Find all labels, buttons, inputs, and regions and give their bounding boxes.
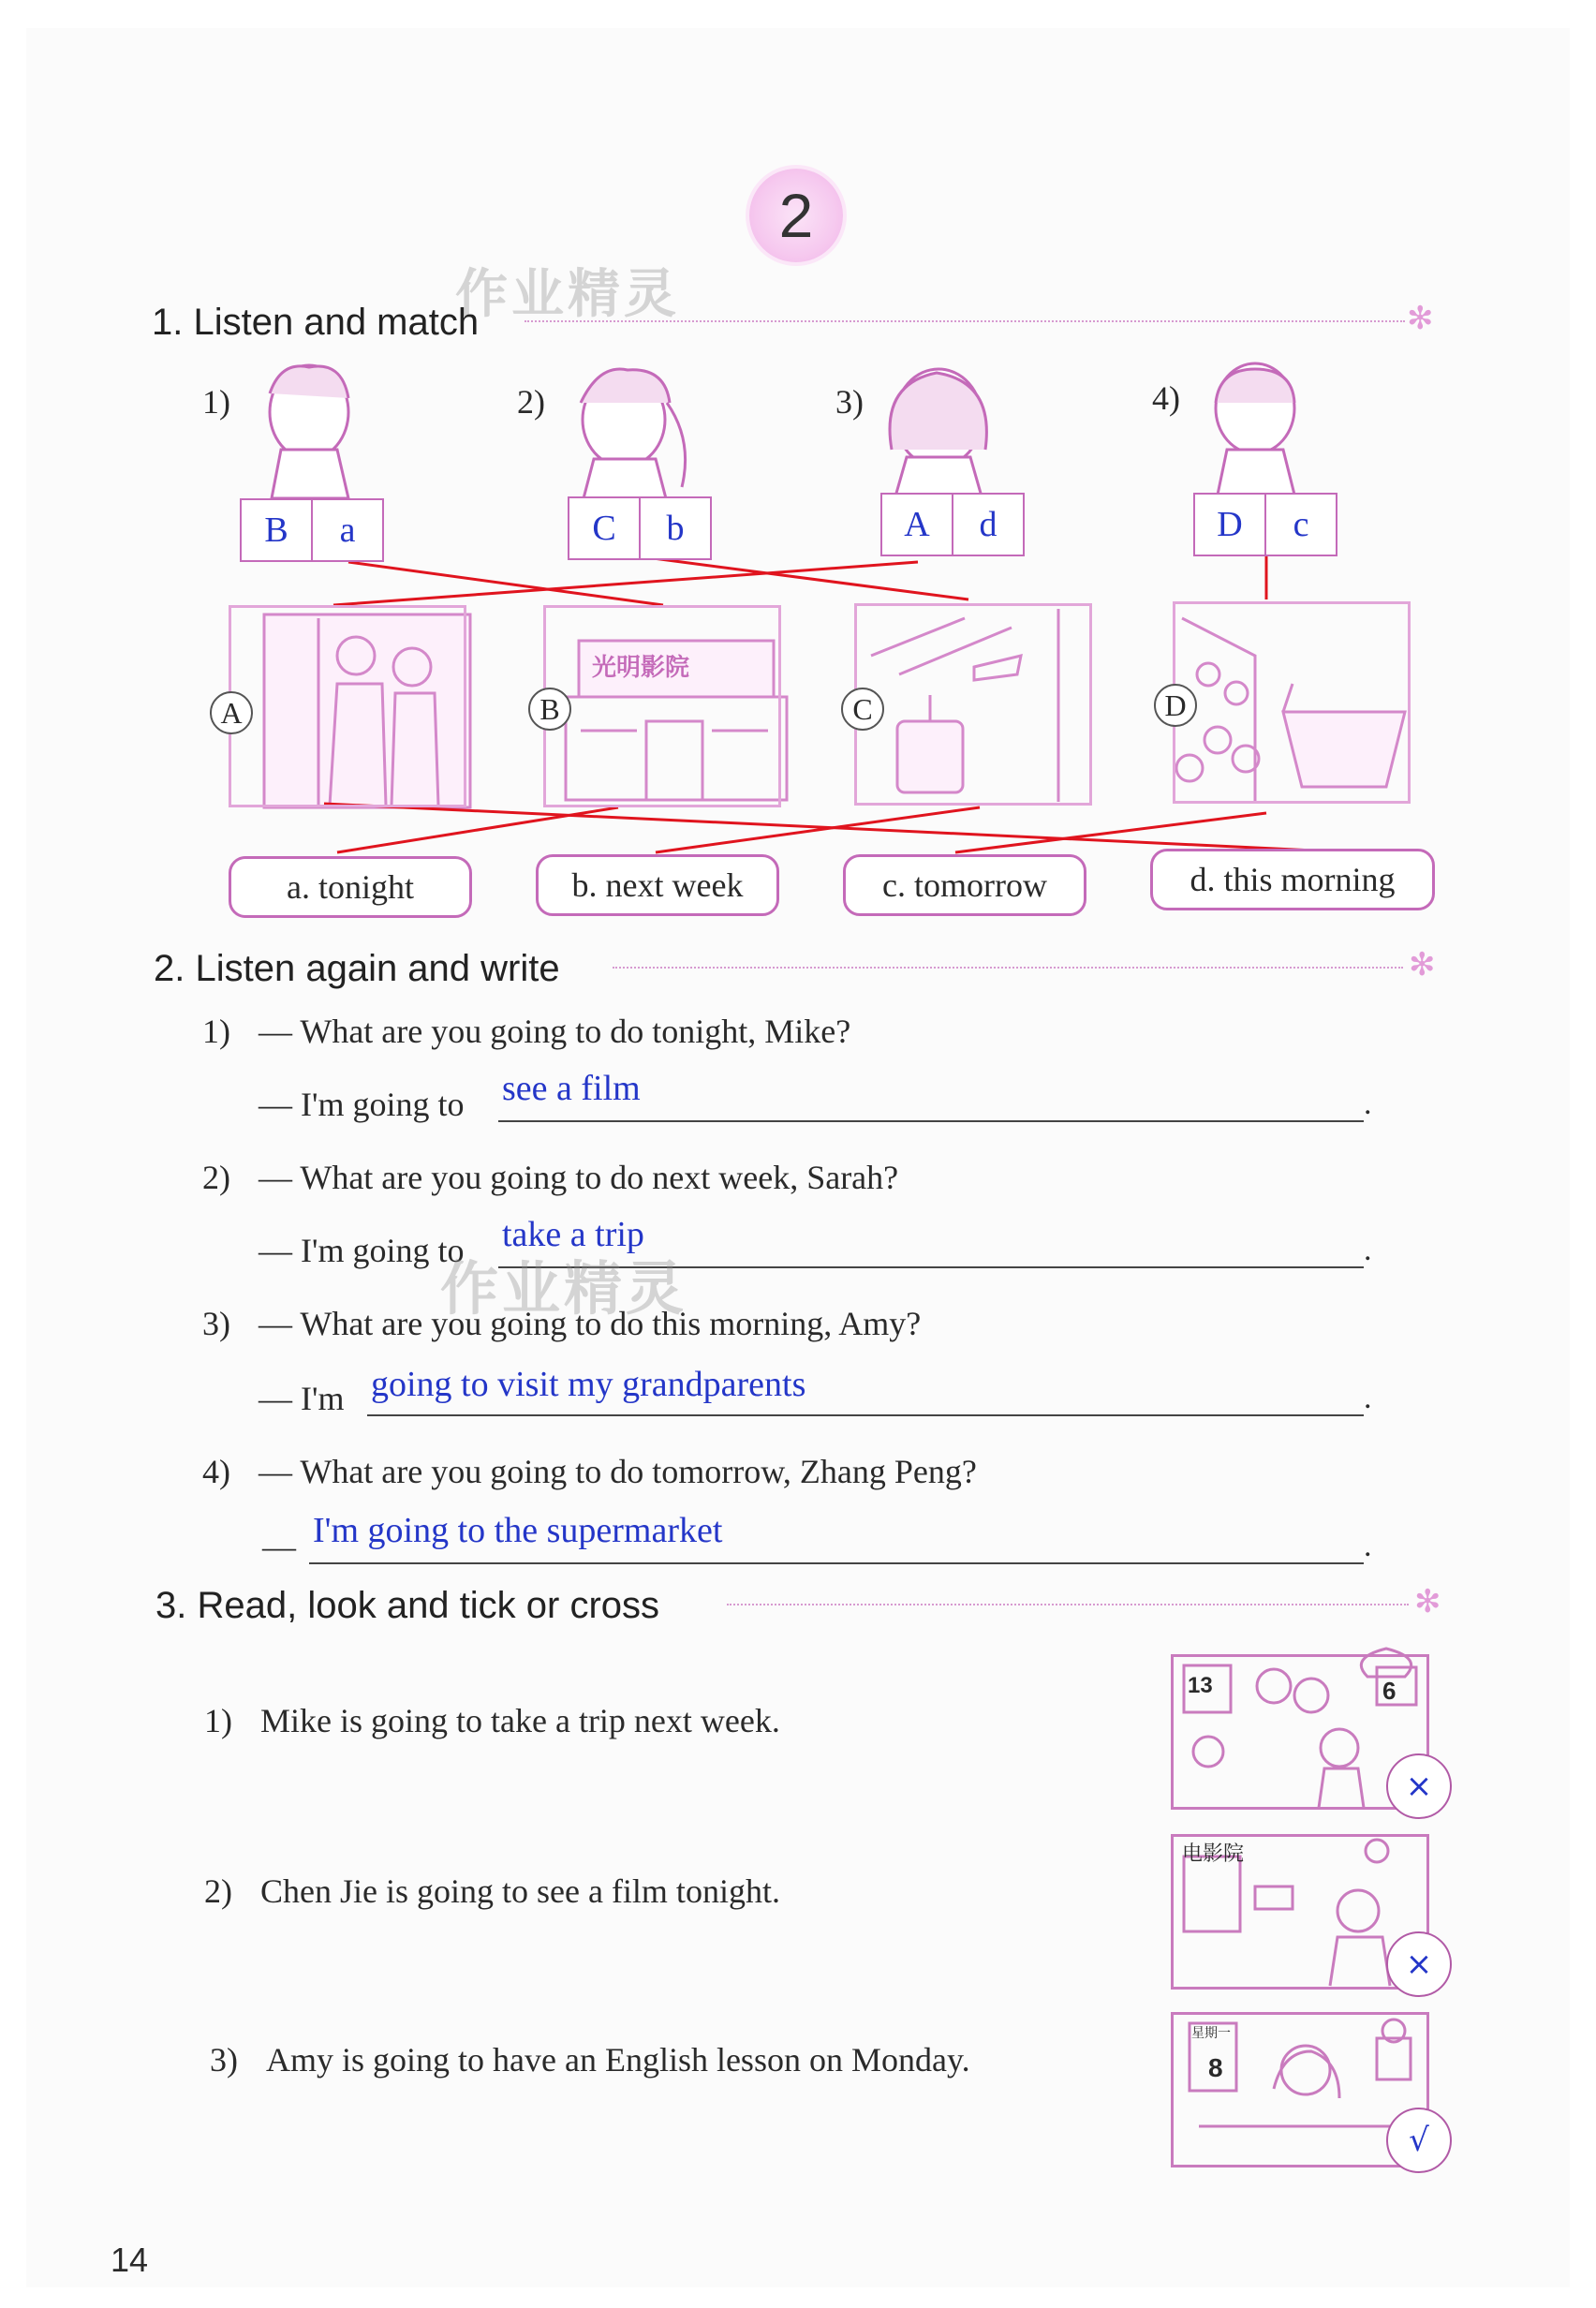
person-sarah-icon bbox=[581, 369, 686, 502]
answer-4-text[interactable]: I'm going to the supermarket bbox=[313, 1511, 723, 1550]
picture-label-b: B bbox=[528, 688, 571, 731]
person-number-4: 4) bbox=[1152, 379, 1180, 417]
person-4-time-box[interactable]: c bbox=[1264, 493, 1337, 556]
question-2-number: 2) bbox=[202, 1159, 230, 1196]
picture-label-a: A bbox=[210, 691, 253, 734]
answer-2-prefix: — I'm going to bbox=[259, 1232, 465, 1269]
answer-4-line bbox=[309, 1562, 1364, 1564]
picture-label-c: C bbox=[841, 688, 884, 731]
answer-4-prefix: — bbox=[262, 1528, 296, 1565]
answer-3-line bbox=[367, 1414, 1364, 1416]
answer-1-period: . bbox=[1364, 1087, 1372, 1121]
picture-b bbox=[543, 605, 781, 807]
person-3-time-box[interactable]: d bbox=[952, 493, 1025, 556]
calendar-13: 13 bbox=[1188, 1673, 1213, 1698]
watermark: 作业精灵 bbox=[440, 1254, 688, 1323]
person-number-3: 3) bbox=[835, 383, 864, 421]
answer-1-line bbox=[498, 1120, 1364, 1122]
statement-2-number: 2) bbox=[204, 1872, 232, 1910]
person-number-1: 1) bbox=[202, 383, 230, 421]
statement-3-number: 3) bbox=[210, 2041, 238, 2079]
section2-dotted-rule bbox=[613, 967, 1403, 969]
statement-1-number: 1) bbox=[204, 1702, 232, 1739]
watermark: 作业精灵 bbox=[455, 264, 680, 325]
person-2-time-box[interactable]: b bbox=[639, 496, 712, 560]
section2-title: 2. Listen again and write bbox=[154, 948, 560, 989]
question-4-text: — What are you going to do tomorrow, Zhang Peng? bbox=[259, 1453, 977, 1490]
page-number: 14 bbox=[111, 2241, 149, 2279]
statement-2-mark[interactable]: × bbox=[1386, 1931, 1452, 1997]
statement-1-text: Mike is going to take a trip next week. bbox=[260, 1702, 780, 1739]
person-mike-icon bbox=[270, 365, 348, 498]
picture-label-d: D bbox=[1154, 684, 1197, 727]
question-1-text: — What are you going to do tonight, Mike? bbox=[259, 1013, 851, 1050]
time-option-d: d. this morning bbox=[1150, 849, 1435, 910]
person-2-picture-box[interactable]: C bbox=[568, 496, 641, 560]
answer-4-period: . bbox=[1364, 1529, 1372, 1563]
picture-c bbox=[854, 603, 1092, 806]
section1-title: 1. Listen and match bbox=[152, 302, 480, 343]
flower-icon: ✻ bbox=[1407, 300, 1434, 337]
person-1-time-box[interactable]: a bbox=[311, 498, 384, 562]
answer-1-prefix: — I'm going to bbox=[259, 1086, 465, 1123]
statement-2-text: Chen Jie is going to see a film tonight. bbox=[260, 1872, 780, 1910]
answer-2-period: . bbox=[1364, 1233, 1372, 1267]
question-2-text: — What are you going to do next week, Sarah? bbox=[259, 1159, 899, 1196]
person-zhangpeng-icon bbox=[1216, 363, 1294, 495]
section3-dotted-rule bbox=[727, 1604, 1409, 1605]
calendar-weekday: 星期一 bbox=[1191, 2026, 1231, 2041]
time-option-c: c. tomorrow bbox=[843, 854, 1086, 916]
time-option-a: a. tonight bbox=[229, 856, 472, 918]
flower-icon: ✻ bbox=[1409, 946, 1436, 984]
picture-a bbox=[229, 605, 466, 807]
statement-3-text: Amy is going to have an English lesson on Monday. bbox=[266, 2041, 970, 2079]
answer-3-prefix: — I'm bbox=[259, 1380, 345, 1417]
flower-icon: ✻ bbox=[1414, 1583, 1441, 1620]
person-3-picture-box[interactable]: A bbox=[880, 493, 953, 556]
person-amy-icon bbox=[890, 369, 986, 496]
person-1-picture-box[interactable]: B bbox=[240, 498, 313, 562]
question-1-number: 1) bbox=[202, 1013, 230, 1050]
answer-3-text[interactable]: going to visit my grandparents bbox=[371, 1365, 806, 1404]
section3-title: 3. Read, look and tick or cross bbox=[155, 1585, 660, 1626]
answer-2-text[interactable]: take a trip bbox=[502, 1215, 644, 1254]
question-4-number: 4) bbox=[202, 1453, 230, 1490]
question-3-number: 3) bbox=[202, 1305, 230, 1342]
calendar-6: 6 bbox=[1382, 1677, 1396, 1705]
time-option-b: b. next week bbox=[536, 854, 779, 916]
calendar-8: 8 bbox=[1208, 2053, 1223, 2082]
answer-3-period: . bbox=[1364, 1381, 1372, 1415]
statement-1-mark[interactable]: × bbox=[1386, 1753, 1452, 1819]
person-number-2: 2) bbox=[517, 383, 545, 421]
statement-3-mark[interactable]: √ bbox=[1386, 2108, 1452, 2173]
question-3-text: — What are you going to do this morning, Amy? bbox=[259, 1305, 922, 1342]
unit-number: 2 bbox=[778, 181, 814, 250]
person-4-picture-box[interactable]: D bbox=[1193, 493, 1266, 556]
answer-1-text[interactable]: see a film bbox=[502, 1069, 641, 1108]
cinema-sign: 电影院 bbox=[1182, 1842, 1245, 1866]
picture-d bbox=[1173, 601, 1411, 804]
cinema-sign-text: 光明影院 bbox=[592, 654, 690, 682]
